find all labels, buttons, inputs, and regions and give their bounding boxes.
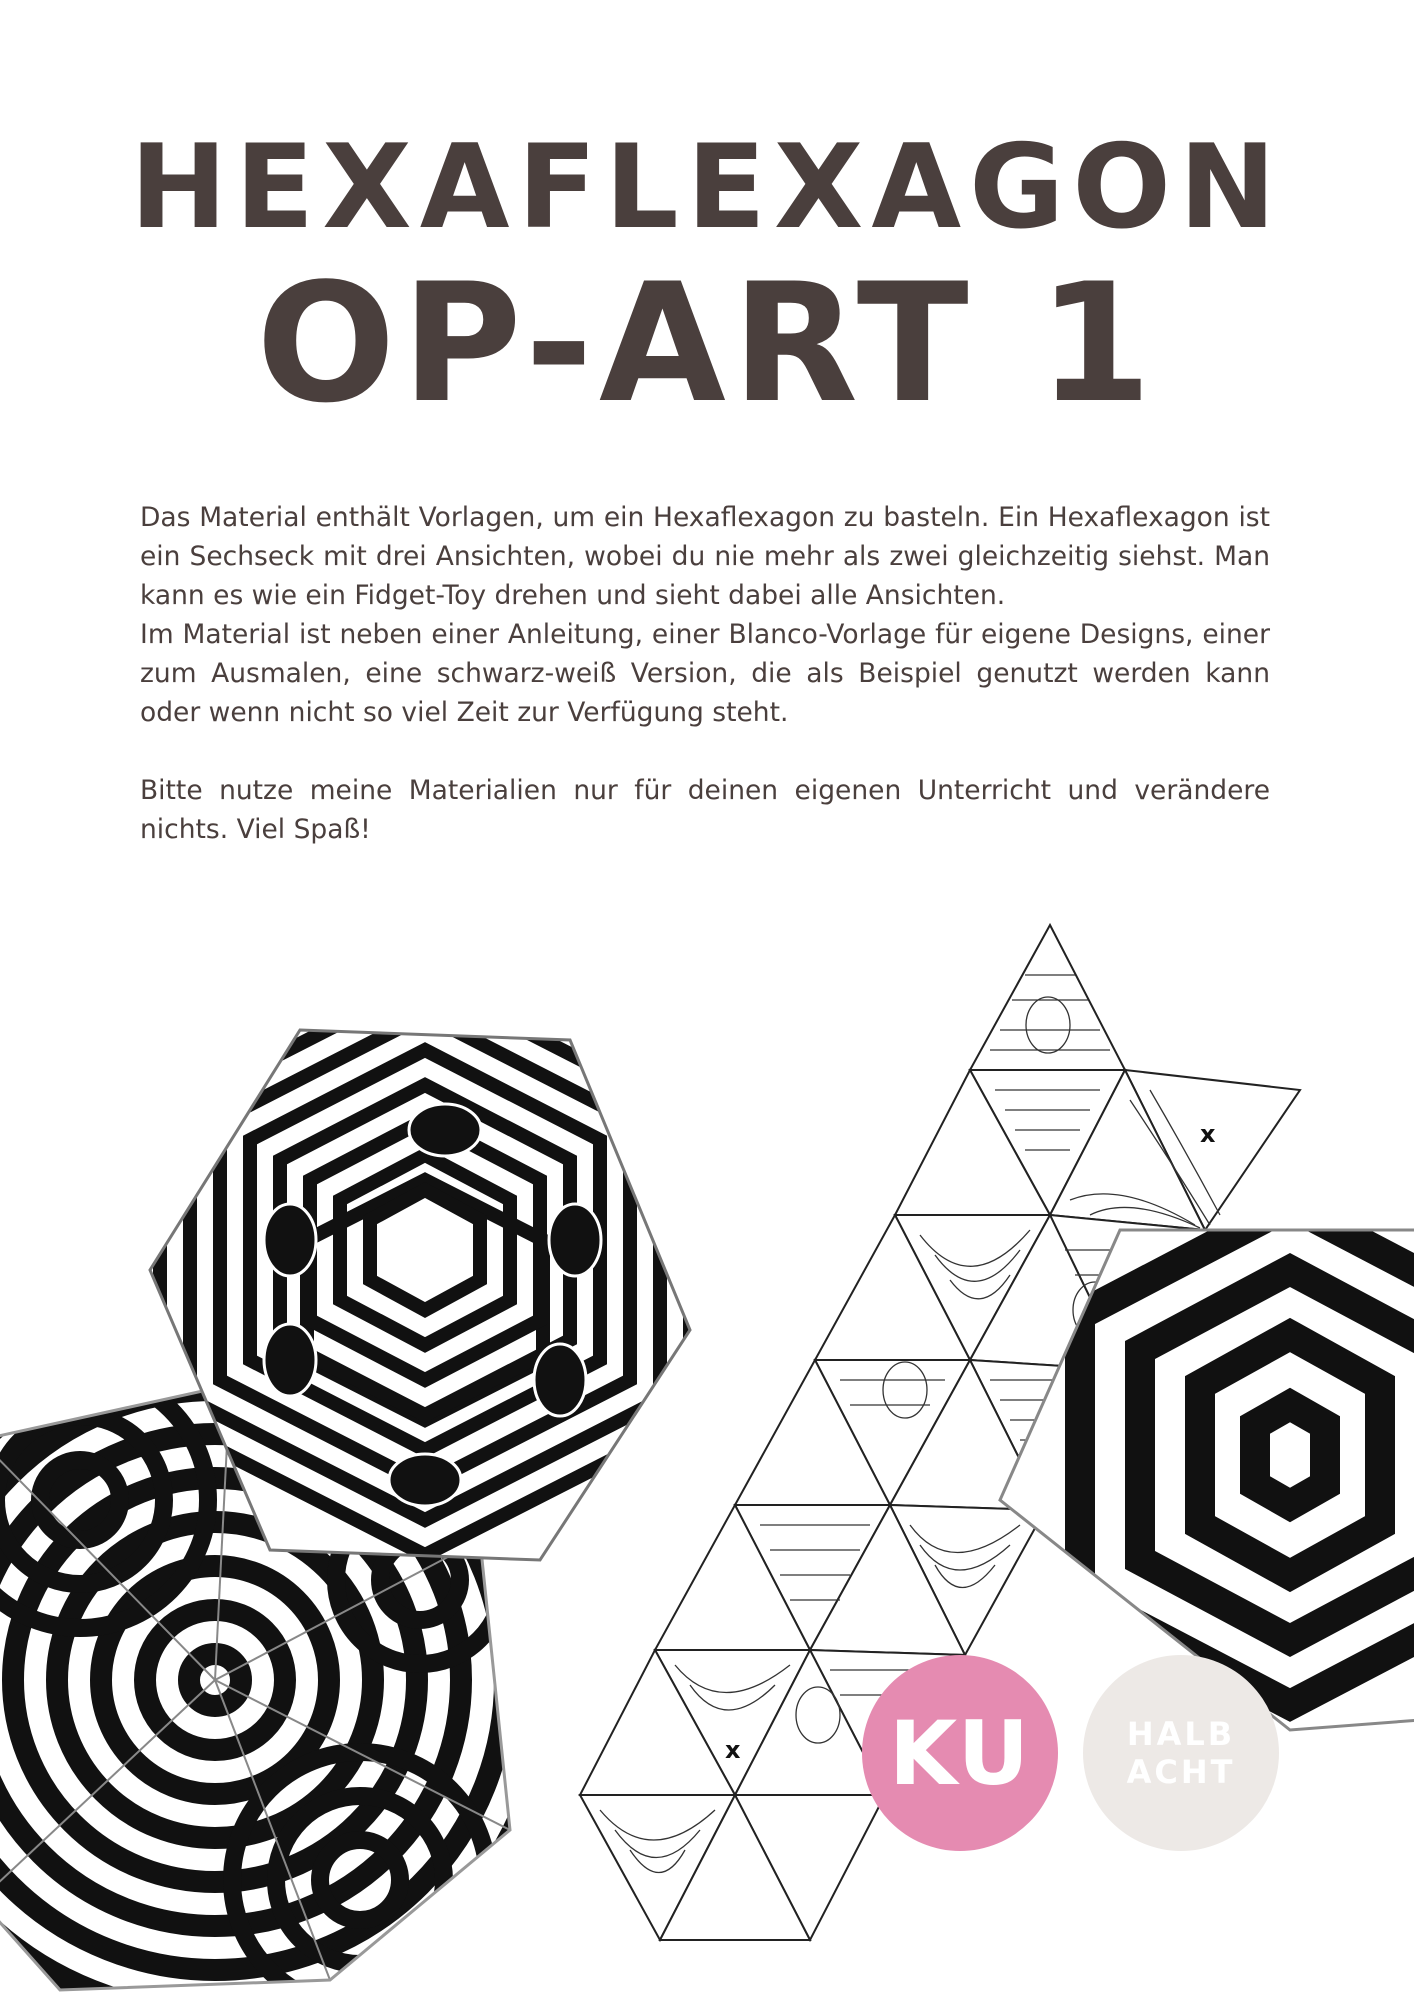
subject-badge-label: KU bbox=[888, 1701, 1032, 1805]
brand-badge bbox=[1083, 1655, 1279, 1851]
description-paragraph-2: Im Material ist neben einer Anleitung, einer Blanco-Vorlage für eigene Designs, einer zum Ausmalen, eine schwarz-weiß Version, die als Beispiel genutzt werden kann oder wenn nicht so viel Zeit zur Verfügung steht. bbox=[140, 619, 1270, 728]
description-paragraph-3: Bitte nutze meine Materialien nur für deinen eigenen Unterricht und verändere nichts. Viel Spaß! bbox=[140, 775, 1270, 845]
subject-badge bbox=[862, 1655, 1058, 1851]
description bbox=[140, 498, 1270, 849]
template-mark-2: x bbox=[725, 1736, 741, 1764]
brand-badge-line-1: HALB bbox=[1126, 1715, 1236, 1753]
description-paragraph-1: Das Material enthält Vorlagen, um ein Hexaflexagon zu basteln. Ein Hexaflexagon ist ein Sechseck mit drei Ansichten, wobei du nie mehr als zwei gleichzeitig siehst. Man kann es wie ein Fidget-Toy drehen und sieht dabei alle Ansichten. bbox=[140, 502, 1270, 611]
template-mark-1: x bbox=[1200, 1120, 1216, 1148]
title-line-2: OP-ART 1 bbox=[256, 248, 1158, 439]
brand-badge-line-2: ACHT bbox=[1126, 1753, 1236, 1791]
title-line-1: HEXAFLEXAGON bbox=[129, 120, 1285, 255]
